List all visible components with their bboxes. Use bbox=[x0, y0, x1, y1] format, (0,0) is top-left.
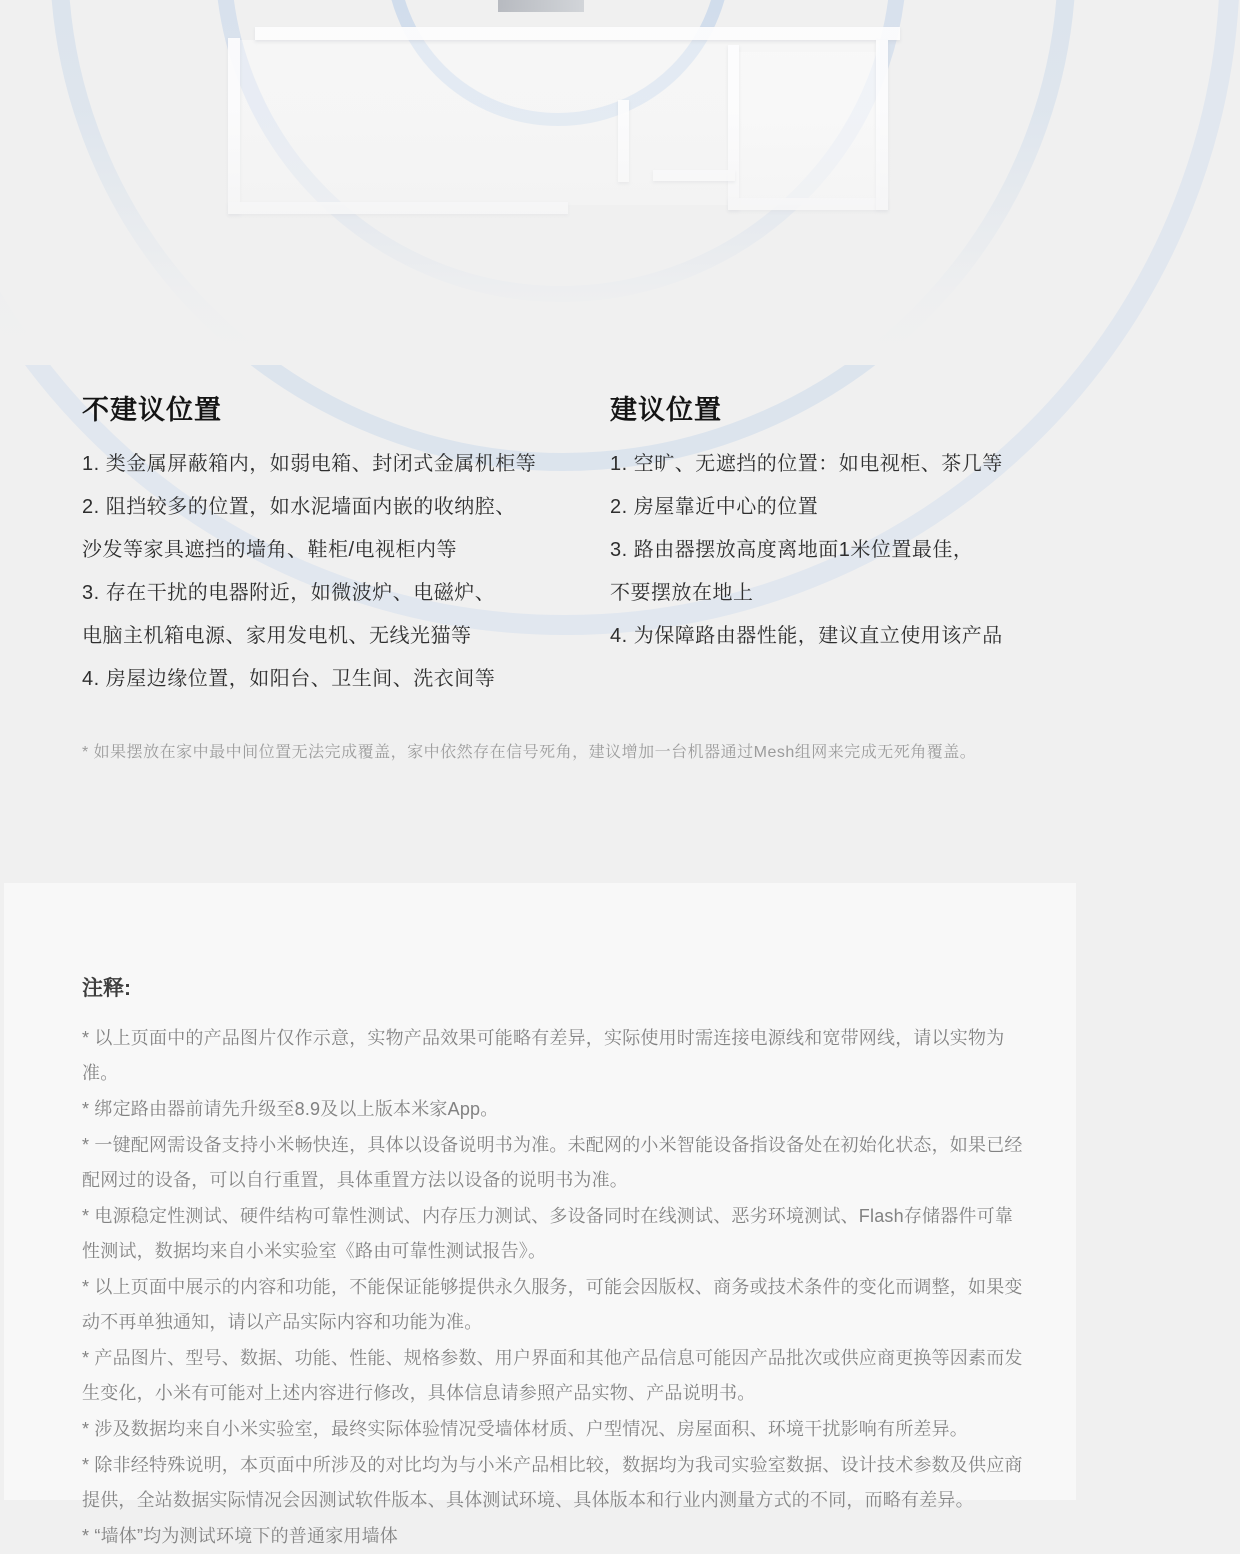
floorplan-signal-hero-image bbox=[0, 0, 1080, 365]
not-recommended-line: 3. 存在干扰的电器附近，如微波炉、电磁炉、 bbox=[82, 582, 496, 604]
hero-fade-overlay bbox=[0, 0, 1080, 365]
note-item: * “墙体”均为测试环境下的普通家用墙体 bbox=[82, 1526, 398, 1546]
note-item: * 以上页面中的产品图片仅作示意，实物产品效果可能略有差异，实际使用时需连接电源线和宽带网线，请以实物为准。 bbox=[82, 1028, 1005, 1083]
recommended-line: 2. 房屋靠近中心的位置 bbox=[610, 496, 819, 518]
recommended-line: 不要摆放在地上 bbox=[610, 582, 754, 604]
not-recommended-column bbox=[82, 393, 597, 701]
notes-title: 注释: bbox=[82, 977, 131, 1000]
not-recommended-line: 沙发等家具遮挡的墙角、鞋柜/电视柜内等 bbox=[82, 539, 458, 561]
recommended-line: 3. 路由器摆放高度离地面1米位置最佳， bbox=[610, 539, 974, 561]
not-recommended-line: 4. 房屋边缘位置，如阳台、卫生间、洗衣间等 bbox=[82, 668, 496, 690]
recommended-title: 建议位置 bbox=[610, 395, 722, 425]
note-item: * 以上页面中展示的内容和功能，不能保证能够提供永久服务，可能会因版权、商务或技术条件的变化而调整，如果变动不再单独通知，请以产品实际内容和功能为准。 bbox=[82, 1277, 1023, 1332]
mesh-coverage-note: * 如果摆放在家中最中间位置无法完成覆盖，家中依然存在信号死角，建议增加一台机器通过Mesh组网来完成无死角覆盖。 bbox=[82, 744, 977, 761]
recommended-line: 4. 为保障路由器性能，建议直立使用该产品 bbox=[610, 625, 1003, 647]
not-recommended-line: 1. 类金属屏蔽箱内，如弱电箱、封闭式金属机柜等 bbox=[82, 453, 537, 475]
note-item: * 一键配网需设备支持小米畅快连，具体以设备说明书为准。未配网的小米智能设备指设备处在初始化状态，如果已经配网过的设备，可以自行重置，具体重置方法以设备的说明书为准。 bbox=[82, 1135, 1023, 1190]
recommended-column bbox=[610, 393, 1055, 658]
note-item: * 产品图片、型号、数据、功能、性能、规格参数、用户界面和其他产品信息可能因产品批次或供应商更换等因素而发生变化，小米有可能对上述内容进行修改，具体信息请参照产品实物、产品说明书。 bbox=[82, 1348, 1023, 1403]
note-item: * 绑定路由器前请先升级至8.9及以上版本米家App。 bbox=[82, 1099, 499, 1119]
recommended-line: 1. 空旷、无遮挡的位置：如电视柜、茶几等 bbox=[610, 453, 1003, 475]
notes-section bbox=[4, 883, 1076, 1546]
not-recommended-title: 不建议位置 bbox=[82, 395, 222, 425]
note-item: * 涉及数据均来自小米实验室，最终实际体验情况受墙体材质、户型情况、房屋面积、环境干扰影响有所差异。 bbox=[82, 1419, 969, 1439]
note-item: * 电源稳定性测试、硬件结构可靠性测试、内存压力测试、多设备同时在线测试、恶劣环境测试、Flash存储器件可靠性测试，数据均来自小米实验室《路由可靠性测试报告》。 bbox=[82, 1206, 1014, 1261]
note-item: * 除非经特殊说明，本页面中所涉及的对比均为与小米产品相比较，数据均为我司实验室数据、设计技术参数及供应商提供，全站数据实际情况会因测试软件版本、具体测试环境、具体版本和行业内测量方式的不同，而略有差异。 bbox=[82, 1455, 1023, 1510]
not-recommended-line: 电脑主机箱电源、家用发电机、无线光猫等 bbox=[82, 625, 472, 647]
not-recommended-line: 2. 阻挡较多的位置，如水泥墙面内嵌的收纳腔、 bbox=[82, 496, 516, 518]
